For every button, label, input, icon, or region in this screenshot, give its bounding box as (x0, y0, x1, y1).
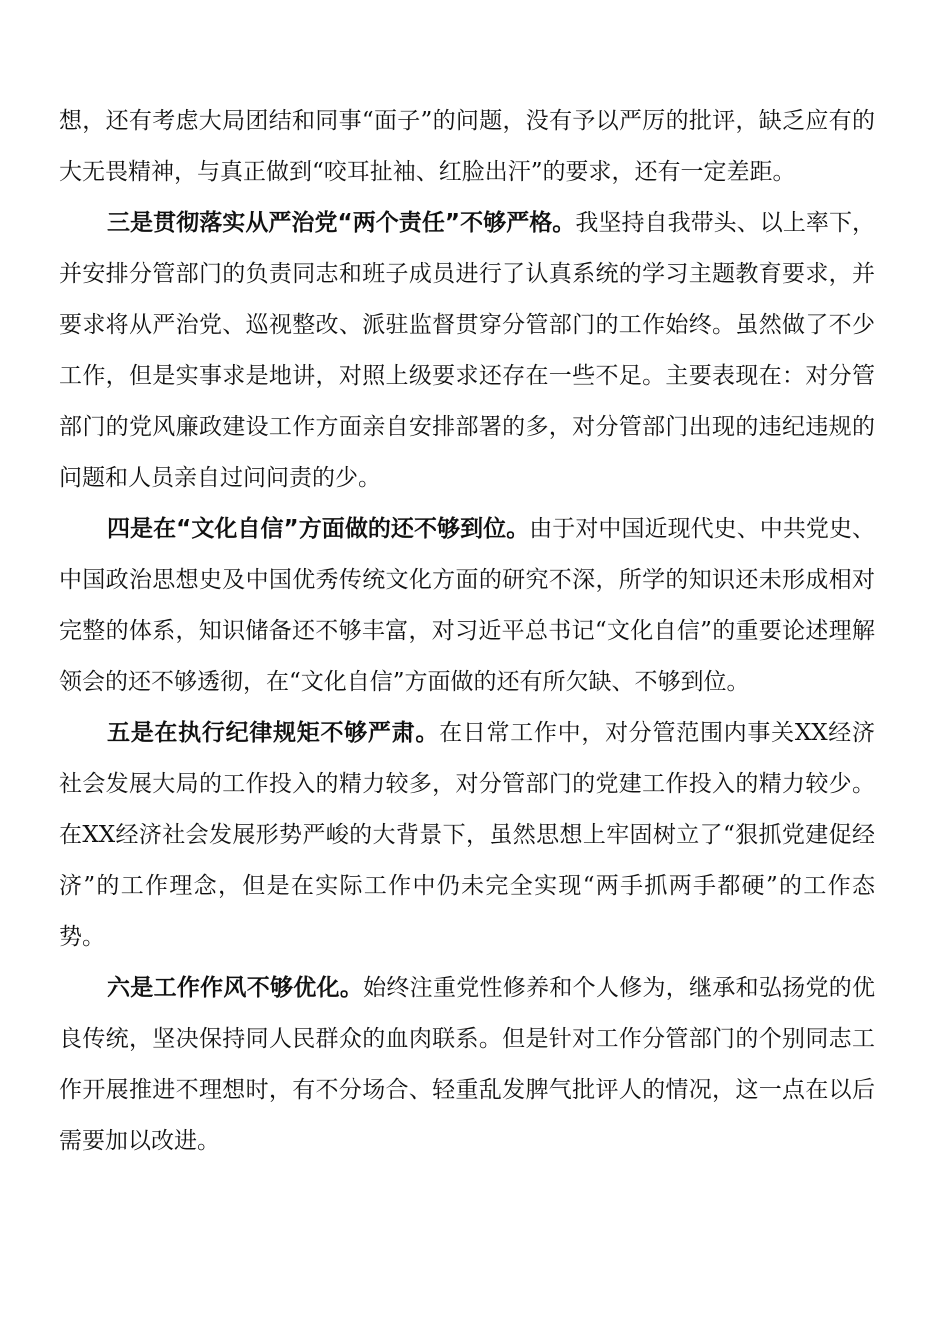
paragraph-body: 在日常工作中，对分管范围内事关XX经济社会发展大局的工作投入的精力较多，对分管部门的党建工作投入的精力较少。在XX经济社会发展形势严峻的大背景下，虽然思想上牢固树立了“狠抓党建促经济”的工作理念，但是在实际工作中仍未完全实现“两手抓两手都硬”的工作态势。 (59, 720, 876, 950)
paragraph-body: 想，还有考虑大局团结和同事“面子”的问题，没有予以严厉的批评，缺乏应有的大无畏精神，与真正做到“咬耳扯袖、红脸出汗”的要求，还有一定差距。 (59, 108, 875, 185)
paragraph-body: 由于对中国近现代史、中共党史、中国政治思想史及中国优秀传统文化方面的研究不深，所学的知识还未形成相对完整的体系，知识储备还不够丰富，对习近平总书记“文化自信”的重要论述理解领会的还不够透彻，在“文化自信”方面做的还有所欠缺、不够到位。 (59, 516, 875, 695)
paragraph-heading: 四是在“文化自信”方面做的还不够到位。 (107, 516, 530, 542)
paragraph-item-three (59, 198, 875, 504)
document-page (59, 96, 875, 1167)
paragraph-heading: 三是贯彻落实从严治党“两个责任”不够严格。 (107, 210, 576, 236)
paragraph-item-four (59, 504, 875, 708)
paragraph-continuation (59, 96, 875, 198)
paragraph-body: 始终注重党性修养和个人修为，继承和弘扬党的优良传统，坚决保持同人民群众的血肉联系。但是针对工作分管部门的个别同志工作开展推进不理想时，有不分场合、轻重乱发脾气批评人的情况，这一点在以后需要加以改进。 (59, 975, 875, 1154)
paragraph-item-six (59, 963, 875, 1167)
paragraph-item-five (59, 708, 875, 963)
paragraph-body: 我坚持自我带头、以上率下，并安排分管部门的负责同志和班子成员进行了认真系统的学习主题教育要求，并要求将从严治党、巡视整改、派驻监督贯穿分管部门的工作始终。虽然做了不少工作，但是实事求是地讲，对照上级要求还存在一些不足。主要表现在：对分管部门的党风廉政建设工作方面亲自安排部署的多，对分管部门出现的违纪违规的问题和人员亲自过问问责的少。 (59, 210, 876, 491)
paragraph-heading: 六是工作作风不够优化。 (107, 975, 364, 1001)
paragraph-heading: 五是在执行纪律规矩不够严肃。 (107, 720, 440, 746)
